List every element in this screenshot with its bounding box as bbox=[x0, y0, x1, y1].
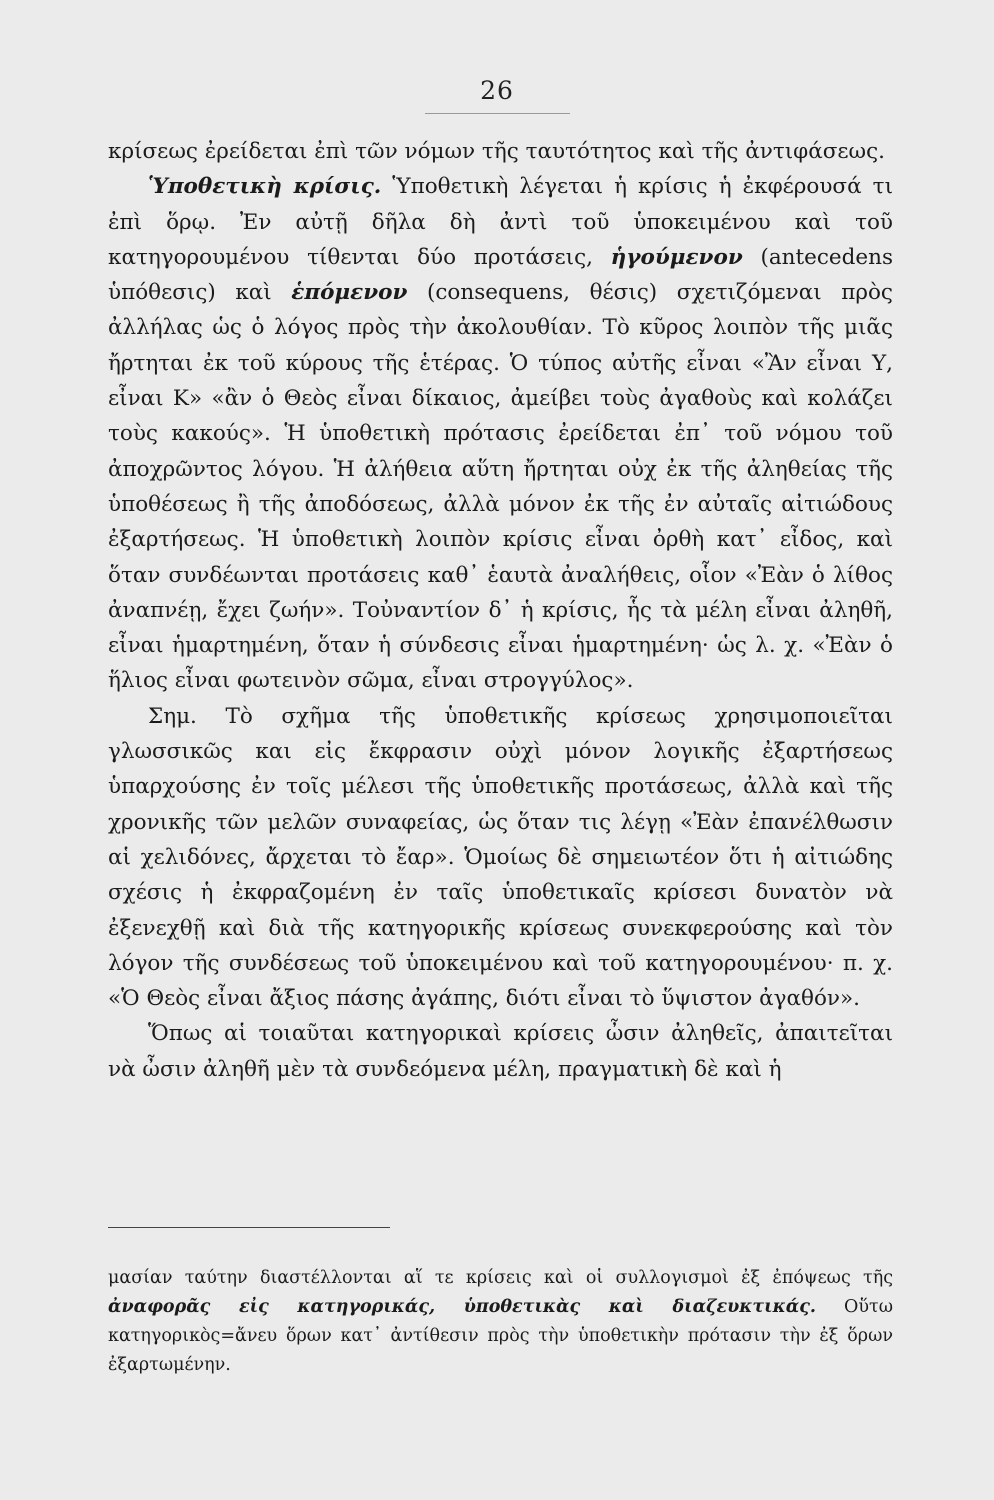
footnote-text-b: Οὕτω κατηγορικὸς=ἄνευ ὅρων κατ᾽ ἀντίθεσιν πρὸς τὴν ὑποθετικὴν πρότασιν τὴν ἐξ ὅρων ἐξαρτωμένην. bbox=[108, 1297, 893, 1375]
paragraph-4: Ὅπως αἱ τοιαῦται κατηγορικαὶ κρίσεις ὦσιν ἀληθεῖς, ἀπαιτεῖται νὰ ὦσιν ἀληθῆ μὲν τὰ συνδεόμενα μέλη, πραγματικὴ δὲ καὶ ἡ bbox=[108, 1021, 893, 1082]
term-consequent: ἑπόμενον bbox=[291, 280, 408, 306]
paragraph-note: Σημ. Τὸ σχῆμα τῆς ὑποθετικῆς κρίσεως χρησιμοποιεῖται γλωσσικῶς και εἰς ἔκφρασιν οὐχὶ μόνον λογικῆς ἐξαρτήσεως ὑπαρχούσης ἐν τοῖς μέλεσι τῆς ὑποθετικῆς προτάσεως, ἀλλὰ καὶ τῆς χρονικῆς τῶν μελῶν συναφείας, ὡς ὅταν τις λέγῃ «Ἐὰν ἐπανέλθωσιν αἱ χελιδόνες, ἄρχεται τὸ ἔαρ». Ὁμοίως δὲ σημειωτέον ὅτι ἡ αἰτιώδης σχέσις ἡ ἐκφραζομένη ἐν ταῖς ὑποθετικαῖς κρίσεσι δυνατὸν νὰ ἐξενεχθῇ καὶ διὰ τῆς κατηγορικῆς κρίσεως συνεκφερούσης καὶ τὸν λόγον τῆς συνδέσεως τοῦ ὑποκειμένου καὶ τοῦ κατηγορουμένου· π. χ. «Ὁ Θεὸς εἶναι ἄξιος πάσης ἀγάπης, διότι εἶναι τὸ ὕψιστον ἀγαθόν». bbox=[108, 703, 893, 1012]
footnote-term: ἀναφορᾶς εἰς κατηγορικάς, ὑποθετικὰς καὶ διαζευκτικάς. bbox=[108, 1297, 816, 1317]
footnote bbox=[108, 1264, 893, 1380]
paragraph-1: κρίσεως ἐρείδεται ἐπὶ τῶν νόμων τῆς ταυτότητος καὶ τῆς ἀντιφάσεως. bbox=[108, 139, 885, 164]
paragraph-2 bbox=[108, 169, 893, 698]
footnote-text-a: μασίαν ταύτην διαστέλλονται αἵ τε κρίσεις καὶ οἱ συλλογισμοὶ ἐξ ἐπόψεως τῆς bbox=[108, 1268, 893, 1288]
header-rule bbox=[425, 113, 570, 114]
term-antecedent: ἡγούμενον bbox=[610, 244, 743, 270]
main-text bbox=[108, 134, 893, 1087]
page-number: 26 bbox=[480, 76, 514, 105]
section-heading: Ὑποθετικὴ κρίσις. bbox=[148, 174, 382, 200]
paragraph-2-text-b: (antecedens ὑπόθεσις) καὶ bbox=[108, 244, 893, 306]
paragraph-2-text-c: (consequens, θέσις) σχετιζόμεναι πρὸς ἀλλήλας ὡς ὁ λόγος πρὸς τὴν ἀκολουθίαν. Τὸ κῦρος λοιπὸν τῆς μιᾶς ἤρτηται ἐκ τοῦ κύρους τῆς ἑτέρας. Ὁ τύπος αὐτῆς εἶναι «Ἂν εἶναι Υ, εἶναι Κ» «ἂν ὁ Θεὸς εἶναι δίκαιος, ἀμείβει τοὺς ἀγαθοὺς καὶ κολάζει τοὺς κακούς». Ἡ ὑποθετικὴ πρότασις ἐρείδεται ἐπ᾽ τοῦ νόμου τοῦ ἀποχρῶντος λόγου. Ἡ ἀλήθεια αὕτη ἤρτηται οὐχ ἐκ τῆς ἀληθείας τῆς ὑποθέσεως ἢ τῆς ἀποδόσεως, ἀλλὰ μόνον ἐκ τῆς ἐν αὐταῖς αἰτιώδους ἐξαρτήσεως. Ἡ ὑποθετικὴ λοιπὸν κρίσις εἶναι ὀρθὴ κατ᾽ εἶδος, καὶ ὅταν συνδέωνται προτάσεις καθ᾽ ἑαυτὰ ἀναλήθεις, οἷον «Ἐὰν ὁ λίθος ἀναπνέῃ, ἔχει ζωήν». Τοὐναντίον δ᾽ ἡ κρίσις, ἧς τὰ μέλη εἶναι ἀληθῆ, εἶναι ἡμαρτημένη, ὅταν ἡ σύνδεσις εἶναι ἡμαρτημένη· ὡς λ. χ. «Ἐὰν ὁ ἥλιος εἶναι φωτεινὸν σῶμα, εἶναι στρογγύλος». bbox=[108, 280, 893, 694]
footnote-rule bbox=[108, 1227, 390, 1228]
paragraph-2-text-a: Ὑποθετικὴ λέγεται ἡ κρίσις ἡ ἐκφέρουσά τι ἐπὶ ὅρῳ. Ἐν αὐτῇ δῆλα δὴ ἀντὶ τοῦ ὑποκειμένου καὶ τοῦ κατηγορουμένου τίθενται δύο προτάσεις, bbox=[108, 174, 893, 270]
footnote-text bbox=[108, 1264, 893, 1380]
